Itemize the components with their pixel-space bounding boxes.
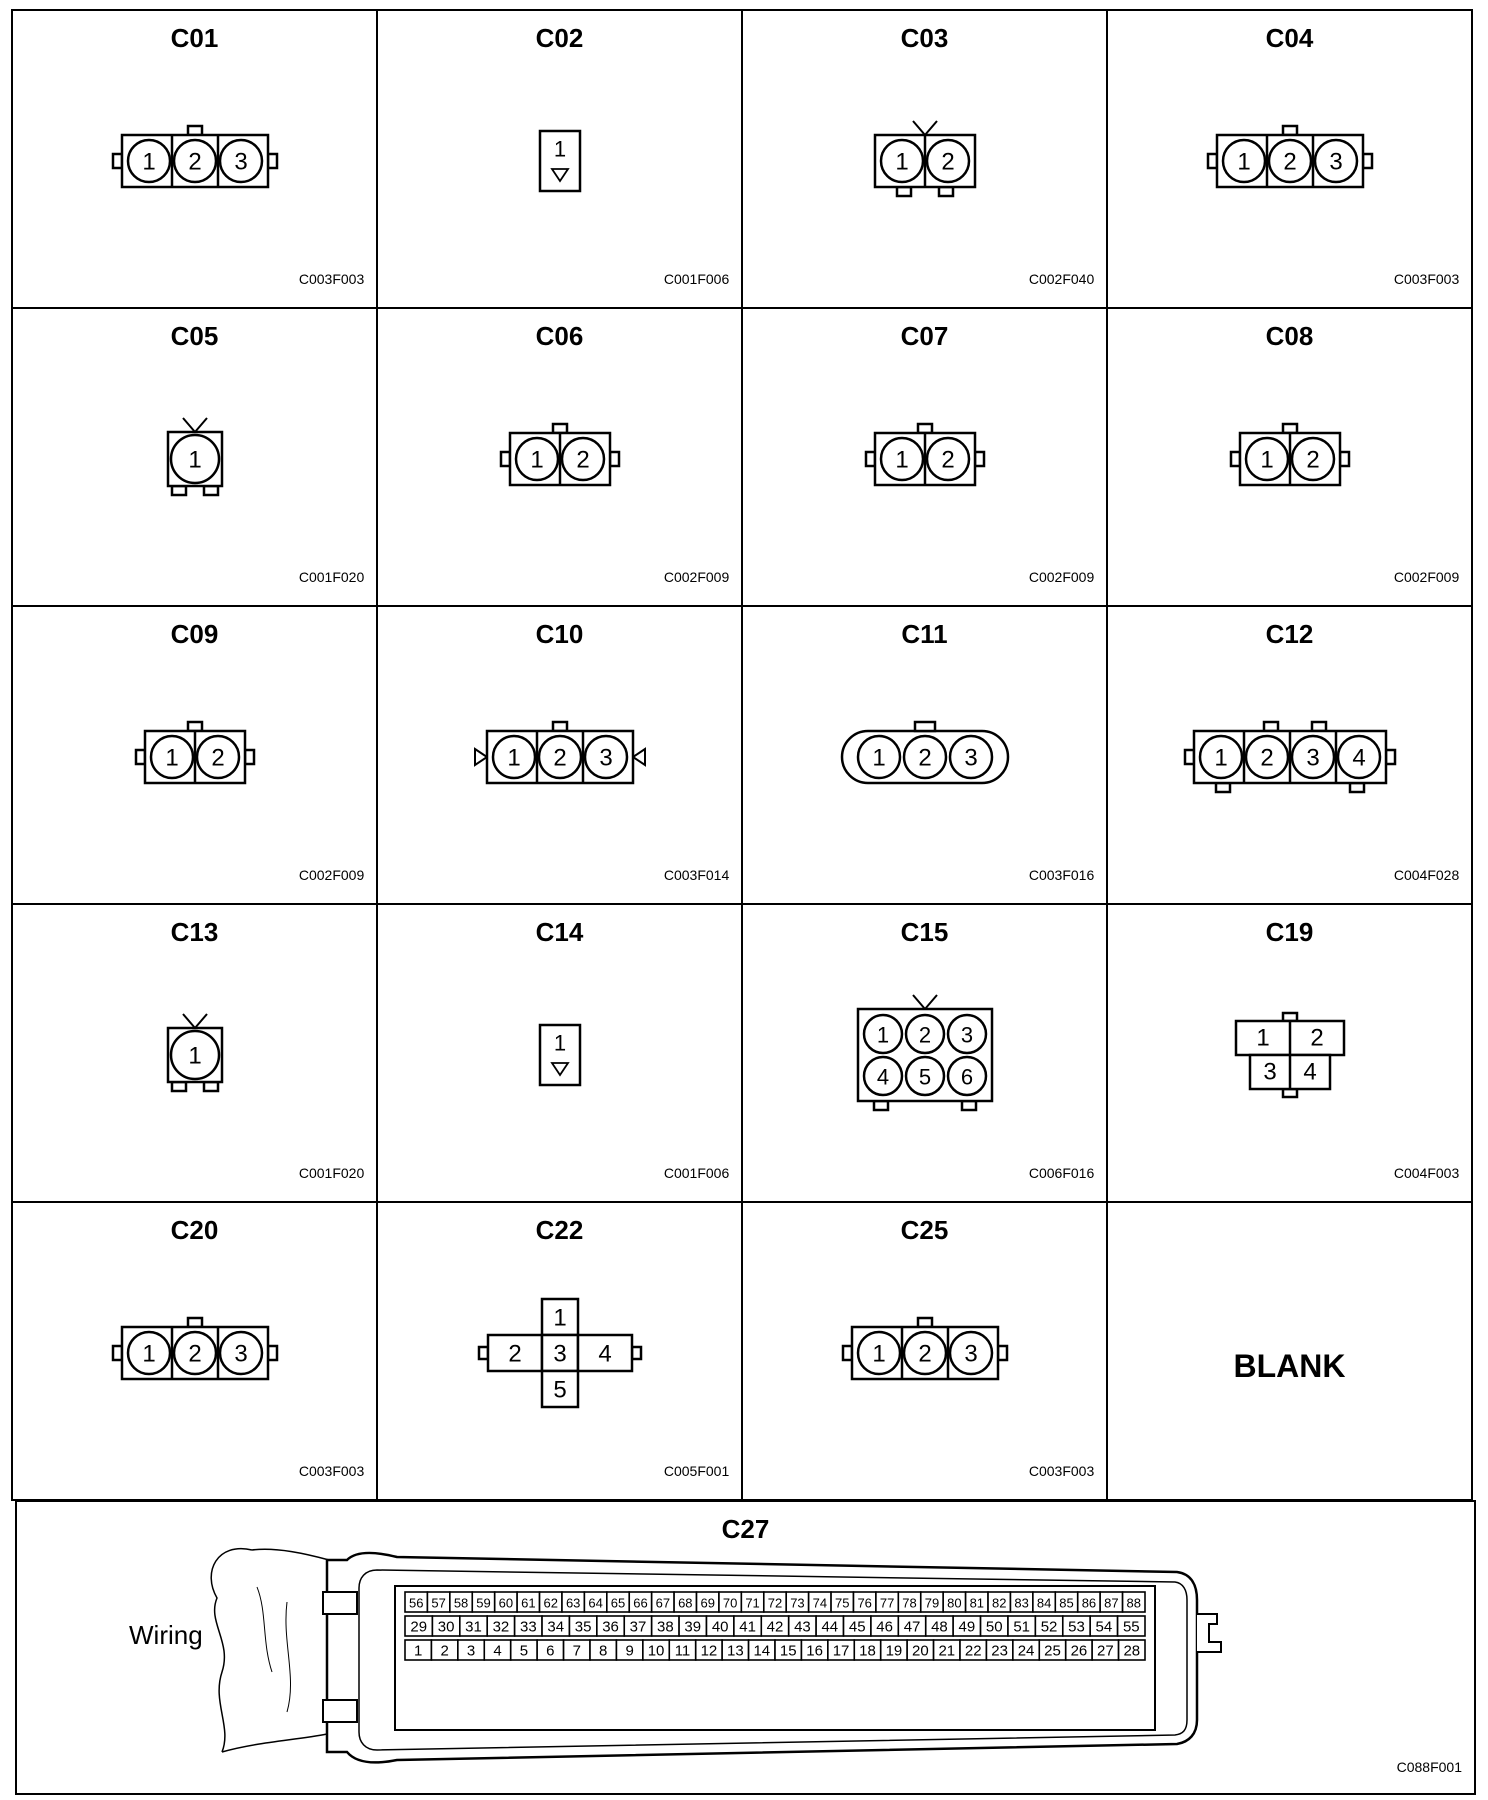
c27-pin-label: 21 xyxy=(938,1642,956,1660)
connector-title: C13 xyxy=(170,916,219,947)
connector-c27-cell xyxy=(15,1500,1476,1795)
c27-pin-label: 25 xyxy=(1044,1642,1061,1660)
c27-pin-label: 26 xyxy=(1070,1642,1088,1660)
c27-pin-label: 20 xyxy=(912,1642,929,1660)
c27-pin-label: 28 xyxy=(1123,1642,1141,1660)
pin-label: 1 xyxy=(553,1030,566,1056)
c27-pin-label: 4 xyxy=(493,1642,502,1660)
connector-face-c01 xyxy=(13,11,377,308)
pin-label: 2 xyxy=(576,446,590,474)
c27-pin-label: 68 xyxy=(678,1595,693,1611)
c27-pin-label: 1 xyxy=(414,1642,423,1660)
end-tab xyxy=(268,154,277,168)
c27-pin-label: 61 xyxy=(521,1595,536,1611)
pin-label: 1 xyxy=(1256,1024,1270,1052)
c27-pin-label: 62 xyxy=(543,1595,558,1611)
end-tab xyxy=(975,452,984,466)
c27-pin-label: 70 xyxy=(722,1595,738,1611)
connector-face-c06 xyxy=(378,309,742,606)
c27-pin-label: 2 xyxy=(440,1642,449,1660)
c27-pin-label: 22 xyxy=(964,1642,982,1660)
c27-pin-label: 64 xyxy=(588,1595,603,1611)
c27-pin-label: 55 xyxy=(1122,1618,1140,1636)
c27-pin-label: 14 xyxy=(753,1642,771,1660)
connector-cell-c15 xyxy=(741,903,1109,1204)
connector-face-c12 xyxy=(1108,607,1472,904)
connector-cell-c09 xyxy=(11,605,379,906)
pin-label: 1 xyxy=(553,1304,567,1332)
connector-title: C15 xyxy=(900,916,949,947)
c27-pin-label: 44 xyxy=(821,1618,839,1636)
connector-cell-c13 xyxy=(11,903,379,1204)
pin-label: 1 xyxy=(895,446,909,474)
figure-code: C003F014 xyxy=(663,867,730,884)
connector-cell-c12 xyxy=(1106,605,1474,906)
figure-code: C005F001 xyxy=(663,1463,730,1480)
latch-tab xyxy=(188,126,202,135)
figure-code: C002F009 xyxy=(663,569,730,586)
c27-title: C27 xyxy=(721,1514,770,1544)
connector-title: C05 xyxy=(170,320,219,351)
pin-label: 2 xyxy=(211,744,225,772)
c27-pin-label: 7 xyxy=(572,1642,581,1660)
connector-cell-c07 xyxy=(741,307,1109,608)
end-triangle xyxy=(633,749,645,765)
c27-pin-label: 66 xyxy=(633,1595,648,1611)
pin-label: 2 xyxy=(918,744,932,772)
latch-tab xyxy=(1264,722,1278,731)
c27-pin-label: 52 xyxy=(1040,1618,1058,1636)
pin-label: 1 xyxy=(165,744,179,772)
connector-face-c08 xyxy=(1108,309,1472,606)
connector-face-c04 xyxy=(1108,11,1472,308)
pin-label: 1 xyxy=(142,148,156,176)
end-tab xyxy=(998,1346,1007,1360)
pin-label: 1 xyxy=(876,1022,889,1048)
pin-label: 5 xyxy=(918,1064,931,1090)
pin-label: 4 xyxy=(876,1064,889,1090)
connector-title: C06 xyxy=(535,320,584,351)
connector-cell-c19 xyxy=(1106,903,1474,1204)
pin-label: 1 xyxy=(530,446,544,474)
pin-label: 4 xyxy=(598,1340,612,1368)
end-tab xyxy=(268,1346,277,1360)
connector-title: C03 xyxy=(900,22,949,53)
c27-pin-label: 27 xyxy=(1097,1642,1114,1660)
clip xyxy=(323,1592,357,1614)
pin-label: 3 xyxy=(1306,744,1320,772)
figure-code: C001F006 xyxy=(663,271,730,288)
figure-code: C001F006 xyxy=(663,1165,730,1182)
connector-cell-c20 xyxy=(11,1201,379,1502)
pin-label: 1 xyxy=(1237,148,1251,176)
c27-pin-label: 84 xyxy=(1036,1595,1052,1611)
end-tab xyxy=(632,1347,641,1359)
c27-pin-label: 46 xyxy=(876,1618,893,1636)
c27-pin-label: 38 xyxy=(657,1618,674,1636)
c27-pin-label: 36 xyxy=(602,1618,619,1636)
connector-title: C22 xyxy=(535,1214,584,1245)
pin-label: 2 xyxy=(918,1022,931,1048)
connector-face-c09 xyxy=(13,607,377,904)
end-tab xyxy=(610,452,619,466)
connector-title: C10 xyxy=(535,618,584,649)
pin-label: 2 xyxy=(508,1340,522,1368)
pin-label: 2 xyxy=(188,148,202,176)
pin-label: 2 xyxy=(1306,446,1320,474)
pin-label: 1 xyxy=(1214,744,1228,772)
c27-pin-label: 60 xyxy=(498,1595,514,1611)
pin-label: 3 xyxy=(553,1340,567,1368)
c27-pin-label: 42 xyxy=(766,1618,784,1636)
c27-pin-label: 40 xyxy=(711,1618,729,1636)
connector-face-c03 xyxy=(743,11,1107,308)
pin-label: 2 xyxy=(1310,1024,1324,1052)
latch-tab xyxy=(553,722,567,731)
latch-tab xyxy=(897,187,911,196)
c27-pin-label: 69 xyxy=(700,1595,715,1611)
c27-pin-label: 31 xyxy=(465,1618,482,1636)
c27-pin-label: 78 xyxy=(902,1595,917,1611)
figure-code: C001F020 xyxy=(298,569,365,586)
latch-tab xyxy=(172,486,186,495)
pin-label: 2 xyxy=(1260,744,1274,772)
connector-title: C19 xyxy=(1265,916,1314,947)
c27-pin-label: 33 xyxy=(519,1618,537,1636)
c27-pin-label: 87 xyxy=(1104,1595,1119,1611)
c27-pin-label: 43 xyxy=(794,1618,811,1636)
figure-code: C001F020 xyxy=(298,1165,365,1182)
c27-pin-label: 16 xyxy=(806,1642,823,1660)
connector-title: C11 xyxy=(901,618,948,649)
connector-title: C02 xyxy=(535,22,584,53)
c27-pin-label: 51 xyxy=(1013,1618,1031,1636)
connector-face-c22 xyxy=(378,1203,742,1500)
c27-pin-label: 9 xyxy=(625,1642,634,1660)
c27-pin-label: 82 xyxy=(992,1595,1007,1611)
pin-label: 2 xyxy=(1283,148,1297,176)
c27-pin-label: 32 xyxy=(492,1618,510,1636)
end-tab xyxy=(245,750,254,764)
pin-label: 6 xyxy=(960,1064,973,1090)
end-tab xyxy=(843,1346,852,1360)
connector-cell-c06 xyxy=(376,307,744,608)
figure-code: C003F003 xyxy=(298,271,365,288)
c27-pin-label: 65 xyxy=(610,1595,626,1611)
blank-cell xyxy=(1106,1201,1474,1502)
end-tab xyxy=(1340,452,1349,466)
end-tab xyxy=(136,750,145,764)
figure-code: C004F028 xyxy=(1393,867,1460,884)
c27-pin-label: 47 xyxy=(903,1618,921,1636)
c27-pin-label: 3 xyxy=(466,1642,476,1660)
connector-face-c11 xyxy=(743,607,1107,904)
c27-pin-label: 73 xyxy=(790,1595,805,1611)
pin-label: 3 xyxy=(234,1340,248,1368)
c27-pin-label: 50 xyxy=(985,1618,1003,1636)
c27-pin-label: 8 xyxy=(599,1642,608,1660)
polarity-mark xyxy=(183,1014,207,1028)
c27-pin-label: 19 xyxy=(885,1642,903,1660)
latch-tab xyxy=(918,424,932,433)
pin-label: 1 xyxy=(1260,446,1274,474)
pin-label: 1 xyxy=(553,136,566,162)
latch-tab xyxy=(188,722,202,731)
latch-tab xyxy=(939,187,953,196)
c27-pin-label: 76 xyxy=(857,1595,872,1611)
c27-pin-label: 83 xyxy=(1014,1595,1029,1611)
latch-tab xyxy=(1283,424,1297,433)
latch-tab xyxy=(915,722,935,731)
c27-body xyxy=(211,1549,1221,1763)
connector-grid xyxy=(12,10,1472,1500)
connector-title: C01 xyxy=(170,22,219,53)
c27-pin-label: 45 xyxy=(848,1618,866,1636)
connector-face-c02 xyxy=(378,11,742,308)
end-tab xyxy=(1363,154,1372,168)
end-tab xyxy=(113,154,122,168)
c27-pin-label: 75 xyxy=(835,1595,850,1611)
c27-pin-label: 12 xyxy=(700,1642,718,1660)
pin-label: 2 xyxy=(941,148,955,176)
c27-pin-label: 13 xyxy=(727,1642,744,1660)
connector-title: C20 xyxy=(170,1214,219,1245)
c27-pin-label: 81 xyxy=(969,1595,985,1611)
connector-cell-c04 xyxy=(1106,9,1474,310)
end-tab xyxy=(1386,750,1395,764)
latch-tab xyxy=(172,1082,186,1091)
pin-label: 3 xyxy=(964,744,978,772)
c27-pin-label: 67 xyxy=(655,1595,671,1611)
pin-label: 2 xyxy=(553,744,567,772)
c27-pin-label: 17 xyxy=(832,1642,850,1660)
c27-pin-label: 10 xyxy=(647,1642,665,1660)
c27-pin-label: 15 xyxy=(779,1642,797,1660)
polarity-mark xyxy=(913,995,937,1009)
end-tab xyxy=(1208,154,1217,168)
latch-tab xyxy=(553,424,567,433)
wiring-bundle xyxy=(257,1587,291,1712)
c27-pin-label: 39 xyxy=(684,1618,702,1636)
end-tab xyxy=(113,1346,122,1360)
latch-tab xyxy=(1312,722,1326,731)
c27-pin-label: 35 xyxy=(574,1618,592,1636)
c27-pin-label: 74 xyxy=(812,1595,828,1611)
pin-label: 1 xyxy=(872,1340,886,1368)
c27-pin-label: 6 xyxy=(546,1642,555,1660)
c27-pin-label: 88 xyxy=(1126,1595,1142,1611)
c27-pin-label: 77 xyxy=(879,1595,895,1611)
clip xyxy=(323,1700,357,1722)
c27-connector-drawing xyxy=(17,1502,1473,1792)
figure-code: C003F003 xyxy=(1393,271,1460,288)
wiring-label: Wiring xyxy=(129,1620,203,1650)
c27-pin-label: 57 xyxy=(431,1595,446,1611)
c27-pin-label: 18 xyxy=(859,1642,876,1660)
connector-face-c19 xyxy=(1108,905,1472,1202)
connector-face-c25 xyxy=(743,1203,1107,1500)
pin-label: 1 xyxy=(872,744,886,772)
connector-cell-c25 xyxy=(741,1201,1109,1502)
pin-label: 1 xyxy=(188,1042,202,1070)
pin-label: 3 xyxy=(599,744,613,772)
pin-label: 3 xyxy=(234,148,248,176)
connector-cell-c03 xyxy=(741,9,1109,310)
c27-pin-label: 37 xyxy=(629,1618,647,1636)
connector-title: C07 xyxy=(900,320,949,351)
connector-face-c14 xyxy=(378,905,742,1202)
figure-code: C002F040 xyxy=(1028,271,1095,288)
latch-tab xyxy=(204,486,218,495)
end-tab xyxy=(866,452,875,466)
polarity-mark xyxy=(183,418,207,432)
connector-title: C09 xyxy=(170,618,219,649)
pin-label: 1 xyxy=(895,148,909,176)
c27-pin-label: 54 xyxy=(1095,1618,1113,1636)
latch-tab xyxy=(962,1101,976,1110)
end-triangle xyxy=(475,749,487,765)
latch-tab xyxy=(1283,126,1297,135)
connector-title: C04 xyxy=(1265,22,1314,53)
c27-pin-label: 48 xyxy=(931,1618,948,1636)
pin-label: 4 xyxy=(1352,744,1366,772)
latch-tab xyxy=(204,1082,218,1091)
connector-face-c20 xyxy=(13,1203,377,1500)
c27-pin-label: 80 xyxy=(947,1595,962,1611)
figure-code: C002F009 xyxy=(1393,569,1460,586)
c27-pin-label: 24 xyxy=(1017,1642,1035,1660)
latch-tab xyxy=(188,1318,202,1327)
figure-code: C004F003 xyxy=(1393,1165,1460,1182)
connector-face-c15 xyxy=(743,905,1107,1202)
connector-title: C25 xyxy=(900,1214,949,1245)
latch-tab xyxy=(874,1101,888,1110)
pin-label: 3 xyxy=(1329,148,1343,176)
c27-pin-label: 53 xyxy=(1068,1618,1085,1636)
c27-figure-code: C088F001 xyxy=(1396,1759,1462,1775)
end-tab xyxy=(1185,750,1194,764)
c27-pin-label: 63 xyxy=(565,1595,581,1611)
pin-label: 1 xyxy=(188,446,202,474)
c27-pin-label: 79 xyxy=(924,1595,940,1611)
c27-pin-label: 58 xyxy=(453,1595,469,1611)
connector-face-c13 xyxy=(13,905,377,1202)
figure-code: C003F003 xyxy=(1028,1463,1095,1480)
c27-pin-label: 23 xyxy=(991,1642,1008,1660)
pin-label: 1 xyxy=(142,1340,156,1368)
connector-cell-c22 xyxy=(376,1201,744,1502)
pin-label: 2 xyxy=(941,446,955,474)
connector-title: C12 xyxy=(1265,618,1314,649)
c27-pin-label: 49 xyxy=(958,1618,976,1636)
blank-label: BLANK xyxy=(1233,1347,1346,1384)
c27-pin-label: 56 xyxy=(408,1595,424,1611)
end-tab xyxy=(501,452,510,466)
c27-pin-label: 59 xyxy=(476,1595,491,1611)
c27-pin-label: 5 xyxy=(519,1642,529,1660)
pin-label: 4 xyxy=(1303,1058,1317,1086)
c27-pin-label: 30 xyxy=(437,1618,455,1636)
connector-face-c07 xyxy=(743,309,1107,606)
figure-code: C003F003 xyxy=(298,1463,365,1480)
connector-title: C14 xyxy=(535,916,584,947)
polarity-mark xyxy=(913,121,937,135)
pin-label: 2 xyxy=(188,1340,202,1368)
locking-lever xyxy=(1197,1614,1221,1652)
pin-label: 5 xyxy=(553,1376,567,1404)
connector-cell-c01 xyxy=(11,9,379,310)
connector-cell-c10 xyxy=(376,605,744,906)
c27-pin-label: 72 xyxy=(767,1595,783,1611)
pin-label: 3 xyxy=(960,1022,973,1048)
figure-code: C002F009 xyxy=(298,867,365,884)
c27-pin-label: 71 xyxy=(745,1595,760,1611)
connector-face-c10 xyxy=(378,607,742,904)
latch-tab xyxy=(1216,783,1230,792)
c27-pin-label: 86 xyxy=(1081,1595,1097,1611)
figure-code: C003F016 xyxy=(1028,867,1095,884)
c27-pin-label: 11 xyxy=(674,1642,691,1660)
c27-pin-label: 29 xyxy=(410,1618,428,1636)
connector-cell-c11 xyxy=(741,605,1109,906)
connector-cell-c02 xyxy=(376,9,744,310)
wiring-bundle xyxy=(211,1549,329,1752)
connector-cell-c08 xyxy=(1106,307,1474,608)
connector-face-c05 xyxy=(13,309,377,606)
pin-label: 2 xyxy=(918,1340,932,1368)
pin-label: 1 xyxy=(507,744,521,772)
c27-pin-label: 34 xyxy=(547,1618,565,1636)
connector-cell-c05 xyxy=(11,307,379,608)
c27-pin-label: 41 xyxy=(739,1618,756,1636)
figure-code: C006F016 xyxy=(1028,1165,1095,1182)
c27-pin-label: 85 xyxy=(1059,1595,1074,1611)
end-tab xyxy=(1231,452,1240,466)
figure-code: C002F009 xyxy=(1028,569,1095,586)
connector-cell-c14 xyxy=(376,903,744,1204)
latch-tab xyxy=(918,1318,932,1327)
latch-tab xyxy=(1350,783,1364,792)
pin-label: 3 xyxy=(964,1340,978,1368)
connector-title: C08 xyxy=(1265,320,1314,351)
pin-label: 3 xyxy=(1263,1058,1277,1086)
end-tab xyxy=(479,1347,488,1359)
